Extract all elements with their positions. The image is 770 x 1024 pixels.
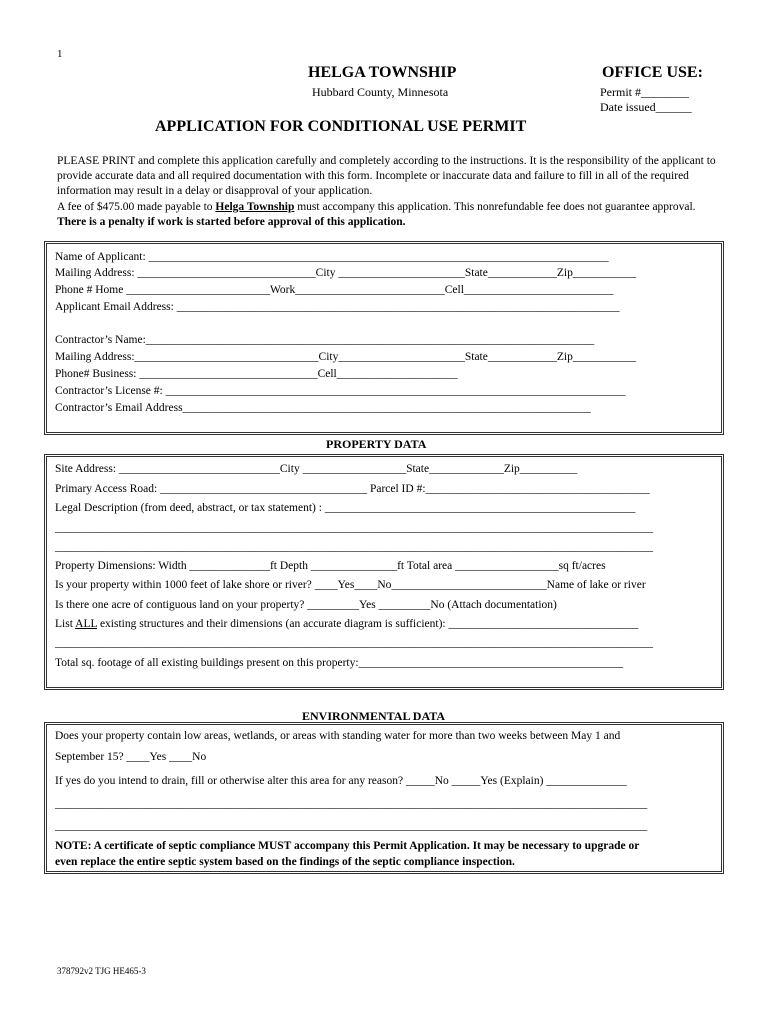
- existing-structures-line[interactable]: ________________________________________________________________________________________________________: [55, 637, 653, 649]
- office-use-title: OFFICE USE:: [602, 64, 703, 81]
- legal-description-line[interactable]: ________________________________________________________________________________________________________: [55, 541, 653, 553]
- instructions: [57, 154, 719, 230]
- site-address-field[interactable]: Site Address: ____________________________City __________________State_____________Zip__________: [55, 463, 578, 475]
- township-title: HELGA TOWNSHIP: [308, 64, 457, 81]
- septic-note: NOTE: A certificate of septic compliance MUST accompany this Permit Application. It may be necessary to upgrade or: [55, 840, 640, 852]
- contractor-mailing-field[interactable]: Mailing Address:________________________________City______________________State____________Zip___________: [55, 351, 637, 363]
- applicant-phone-field[interactable]: Phone # Home _________________________Work__________________________Cell__________________________: [55, 284, 614, 296]
- instructions-paragraph: PLEASE PRINT and complete this application carefully and completely according to the instructions. It is the responsibility of the applicant to provide accurate data and all required documentation with this form. Incomplete or inaccurate data and failure to fill in all of the required information may result in a delay or disapproval of your application.: [57, 155, 716, 198]
- date-issued-field[interactable]: Date issued______: [600, 100, 692, 114]
- applicant-mailing-field[interactable]: Mailing Address: _______________________________City ______________________State____________Zip___________: [55, 267, 637, 279]
- explain-line[interactable]: _______________________________________________________________________________________________________: [55, 798, 648, 810]
- document-id: 378792v2 TJG HE465-3: [57, 966, 146, 976]
- structures-label-cont: existing structures and their dimensions (an accurate diagram is sufficient): _________________________________: [97, 618, 639, 630]
- existing-structures-field[interactable]: [55, 618, 638, 630]
- county-subtitle: Hubbard County, Minnesota: [312, 85, 449, 99]
- access-road-field[interactable]: Primary Access Road: ____________________________________ Parcel ID #:_______________________________________: [55, 483, 650, 495]
- penalty-warning: There is a penalty if work is started before approval of this application.: [57, 215, 406, 228]
- structures-all: ALL: [75, 618, 98, 630]
- fee-text: A fee of $475.00 made payable to: [57, 200, 216, 213]
- wetlands-question: Does your property contain low areas, wetlands, or areas with standing water for more than two weeks between May 1 and: [55, 730, 621, 742]
- permit-number-field[interactable]: Permit #________: [600, 85, 689, 99]
- contiguous-acre-field[interactable]: Is there one acre of contiguous land on your property? _________Yes _________No (Attach documentation): [55, 599, 557, 611]
- structures-label: List: [55, 618, 76, 630]
- fee-paragraph: [57, 200, 719, 230]
- form-title: APPLICATION FOR CONDITIONAL USE PERMIT: [155, 118, 527, 135]
- legal-description-field[interactable]: Legal Description (from deed, abstract, or tax statement) : ______________________________________________________: [55, 502, 636, 514]
- wetlands-answer-field[interactable]: September 15? ____Yes ____No: [55, 751, 207, 763]
- page-number: 1: [57, 48, 63, 60]
- payee-name: Helga Township: [215, 200, 295, 213]
- applicant-email-field[interactable]: Applicant Email Address: _____________________________________________________________________________: [55, 301, 620, 313]
- fee-text-cont: must accompany this application. This nonrefundable fee does not guarantee approval.: [294, 200, 696, 213]
- property-data-heading: PROPERTY DATA: [326, 437, 427, 451]
- explain-line[interactable]: _______________________________________________________________________________________________________: [55, 820, 648, 832]
- septic-note-cont: even replace the entire septic system based on the findings of the septic compliance inspection.: [55, 856, 515, 868]
- environmental-data-heading: ENVIRONMENTAL DATA: [302, 709, 446, 723]
- total-sqft-field[interactable]: Total sq. footage of all existing buildings present on this property:______________________________________________: [55, 657, 624, 669]
- drain-fill-field[interactable]: If yes do you intend to drain, fill or otherwise alter this area for any reason? _____No _____Yes (Explain) ______________: [55, 775, 627, 787]
- property-dimensions-field[interactable]: Property Dimensions: Width ______________ft Depth _______________ft Total area __________________sq ft/acres: [55, 560, 606, 572]
- contractor-email-field[interactable]: Contractor’s Email Address_______________________________________________________________________: [55, 402, 591, 414]
- contractor-name-field[interactable]: Contractor’s Name:______________________________________________________________________________: [55, 334, 595, 346]
- lake-proximity-field[interactable]: Is your property within 1000 feet of lake shore or river? ____Yes____No___________________________Name of lake or river: [55, 579, 646, 591]
- contractor-license-field[interactable]: Contractor’s License #: ________________________________________________________________________________: [55, 385, 626, 397]
- applicant-name-field[interactable]: Name of Applicant: ________________________________________________________________________________: [55, 251, 609, 263]
- contractor-phone-field[interactable]: Phone# Business: _______________________________Cell_____________________: [55, 368, 458, 380]
- legal-description-line[interactable]: ________________________________________________________________________________________________________: [55, 522, 653, 534]
